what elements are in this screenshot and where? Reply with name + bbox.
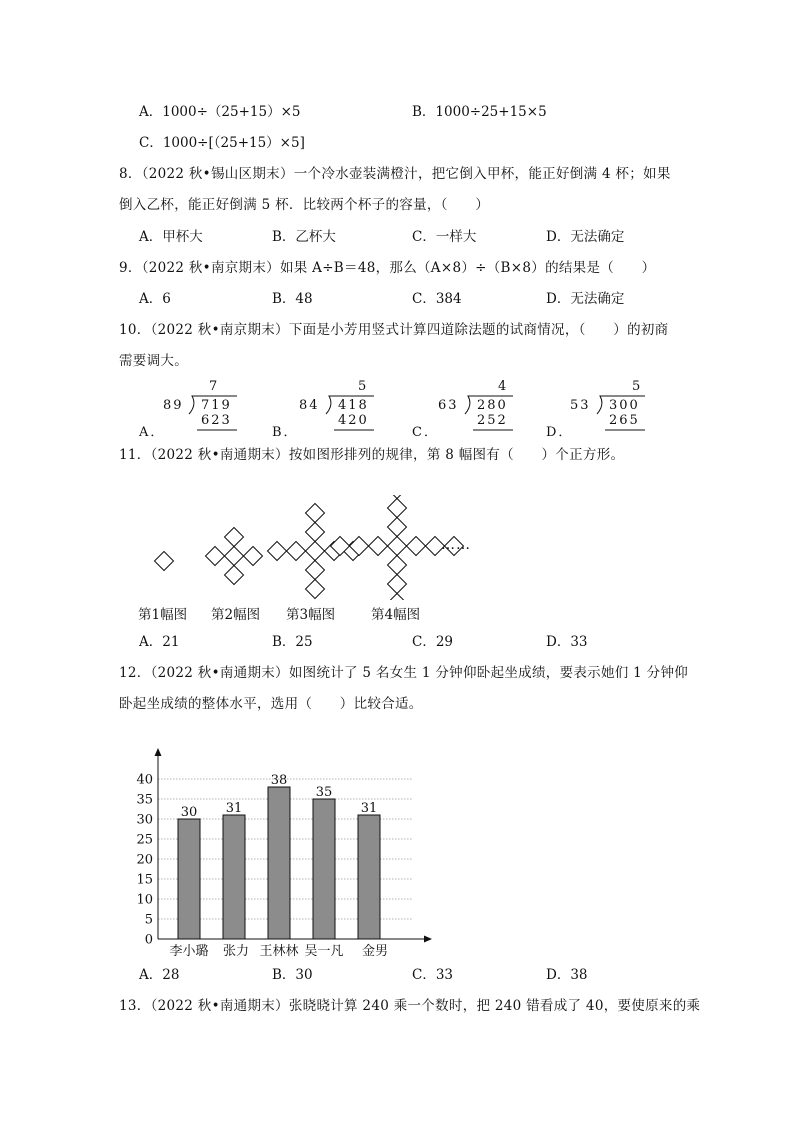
q10-division-d-divisor: 53 [570, 398, 591, 413]
square-tile [306, 523, 325, 542]
square-tile [407, 537, 426, 556]
q12-option-d: D．38 [546, 967, 588, 983]
y-tick-label: 35 [136, 792, 153, 808]
x-category-label: 吴一凡 [304, 944, 344, 959]
q9-stem: 9．（2022 秋•南京期末）如果 A÷B＝48，那么（A×8）÷（B×8）的结果是（ ） [119, 260, 656, 276]
q10-division-a-product: 623 [201, 413, 232, 428]
q10-division-a [139, 378, 259, 438]
q11-option-d: D．33 [546, 634, 588, 650]
q7-option-a: A．1000÷（25+15）×5 [139, 104, 301, 120]
square-tile [388, 495, 407, 499]
y-tick-label: 25 [136, 832, 153, 848]
y-tick-label: 20 [136, 852, 153, 868]
square-tile [225, 566, 244, 585]
q11-stem: 11．（2022 秋•南通期末）按如图形排列的规律，第 8 幅图有（ ）个正方形。 [119, 447, 625, 463]
square-tile [388, 556, 407, 575]
bar-value-label: 35 [315, 785, 333, 800]
q10-division-b-dividend: 418 [338, 398, 369, 413]
q11-ellipsis: …… [441, 537, 471, 553]
q11-figure-label-3: 第3幅图 [286, 607, 336, 623]
y-tick-label: 10 [136, 892, 153, 908]
y-tick-label: 30 [136, 812, 153, 828]
y-tick-label: 15 [136, 872, 153, 888]
q10-division-b-bracket [272, 378, 392, 438]
x-category-label: 李小璐 [169, 944, 209, 959]
square-tile [225, 528, 244, 547]
square-tile [306, 504, 325, 523]
q10-division-a-divisor: 89 [163, 398, 184, 413]
q7-option-b: B．1000÷25+15×5 [412, 104, 547, 120]
q8-option-b: B．乙杯大 [272, 229, 336, 245]
y-tick-label: 0 [144, 932, 153, 948]
square-tile [206, 547, 225, 566]
bar-value-label: 31 [225, 801, 243, 816]
q9-option-c: C．384 [412, 291, 462, 307]
q8-option-c: C．一样大 [412, 229, 477, 245]
q10-division-d-bracket [546, 378, 666, 438]
q10-division-c-divisor: 63 [438, 398, 459, 413]
q11-figure-1 [155, 552, 174, 571]
q12-bar-chart [130, 740, 450, 962]
q10-division-d-product: 265 [609, 413, 640, 428]
bar [178, 819, 200, 939]
x-category-label: 王林林 [259, 944, 299, 959]
q10-division-c-dividend: 280 [477, 398, 508, 413]
square-tile [306, 542, 325, 561]
q10-division-d-dividend: 300 [609, 398, 640, 413]
q12-option-b: B．30 [272, 967, 313, 983]
q10-division-a-dividend: 719 [201, 398, 232, 413]
q11-figure-2 [206, 528, 263, 585]
square-tile [388, 537, 407, 556]
bar [223, 815, 245, 939]
x-category-label: 金男 [361, 944, 389, 959]
q10-division-b-product: 420 [338, 413, 369, 428]
q12-option-c: C．33 [412, 967, 454, 983]
square-tile [388, 575, 407, 594]
q10-division-b-label: B． [272, 425, 299, 440]
q10-division-d-quotient: 5 [632, 379, 643, 394]
square-tile [287, 542, 306, 561]
q13-stem-line1: 13．（2022 秋•南通期末）张晓晓计算 240 乘一个数时，把 240 错看成了 40，要使原来的乘 [119, 998, 701, 1014]
q10-division-b-divisor: 84 [299, 398, 320, 413]
q11-option-b: B．25 [272, 634, 313, 650]
q10-division-c-bracket [412, 378, 532, 438]
square-tile [268, 542, 287, 561]
q10-division-c-label: C． [412, 425, 439, 440]
bar-value-label: 31 [360, 801, 378, 816]
q10-division-d-label: D． [546, 425, 574, 440]
bar [268, 787, 290, 939]
q8-stem-line2: 倒入乙杯，能正好倒满 5 杯．比较两个杯子的容量，（ ） [119, 197, 490, 213]
q10-stem-line1: 10．（2022 秋•南京期末）下面是小芳用竖式计算四道除法题的试商情况，（ ）的初商 [119, 322, 669, 338]
q10-division-a-bracket [139, 378, 259, 438]
square-tile [388, 499, 407, 518]
q10-division-a-quotient: 7 [209, 379, 220, 394]
x-category-label: 张力 [222, 944, 250, 959]
q10-stem-line2: 需要调大。 [119, 353, 188, 369]
square-tile [225, 547, 244, 566]
square-tile [306, 561, 325, 580]
x-axis-arrow [424, 936, 432, 943]
q11-figure-label-4: 第4幅图 [371, 607, 421, 623]
q8-option-a: A．甲杯大 [139, 229, 203, 245]
q7-option-c: C．1000÷[（25+15）×5] [139, 135, 305, 151]
square-tile [306, 580, 325, 599]
square-tile [369, 537, 388, 556]
square-tile [244, 547, 263, 566]
y-axis-arrow [155, 748, 162, 756]
q10-division-d [546, 378, 666, 438]
q8-stem-line1: 8．（2022 秋•锡山区期末）一个冷水壶装满橙汁，把它倒入甲杯，能正好倒满 4 杯；如果 [119, 166, 671, 182]
q12-stem-line2: 卧起坐成绩的整体水平，选用（ ）比较合适。 [119, 696, 423, 712]
y-tick-label: 5 [144, 912, 153, 928]
bar [313, 799, 335, 939]
q12-option-a: A．28 [139, 967, 180, 983]
q9-option-d: D．无法确定 [546, 291, 625, 307]
q12-stem-line1: 12．（2022 秋•南通期末）如图统计了 5 名女生 1 分钟仰卧起坐成绩，要表示她们 1 分钟仰 [119, 665, 689, 681]
q10-division-c-product: 252 [477, 413, 508, 428]
bar [358, 815, 380, 939]
bar-value-label: 38 [270, 773, 288, 788]
q10-division-c [412, 378, 532, 438]
q9-option-a: A．6 [139, 291, 171, 307]
q10-division-a-label: A． [139, 425, 166, 440]
q10-division-b [272, 378, 392, 438]
square-tile [388, 518, 407, 537]
square-tile [155, 552, 174, 571]
y-tick-label: 40 [136, 772, 153, 788]
q10-division-c-quotient: 4 [498, 379, 509, 394]
q11-figure-label-1: 第1幅图 [138, 607, 188, 623]
q11-option-c: C．29 [412, 634, 454, 650]
q9-option-b: B．48 [272, 291, 313, 307]
q11-option-a: A．21 [139, 634, 180, 650]
q11-figure-label-2: 第2幅图 [211, 607, 261, 623]
q11-figure-sequence [130, 495, 490, 600]
q8-option-d: D．无法确定 [546, 229, 625, 245]
square-tile [388, 594, 407, 601]
q10-division-b-quotient: 5 [358, 379, 369, 394]
q11-figure-3 [268, 504, 363, 599]
bar-value-label: 30 [180, 805, 198, 820]
